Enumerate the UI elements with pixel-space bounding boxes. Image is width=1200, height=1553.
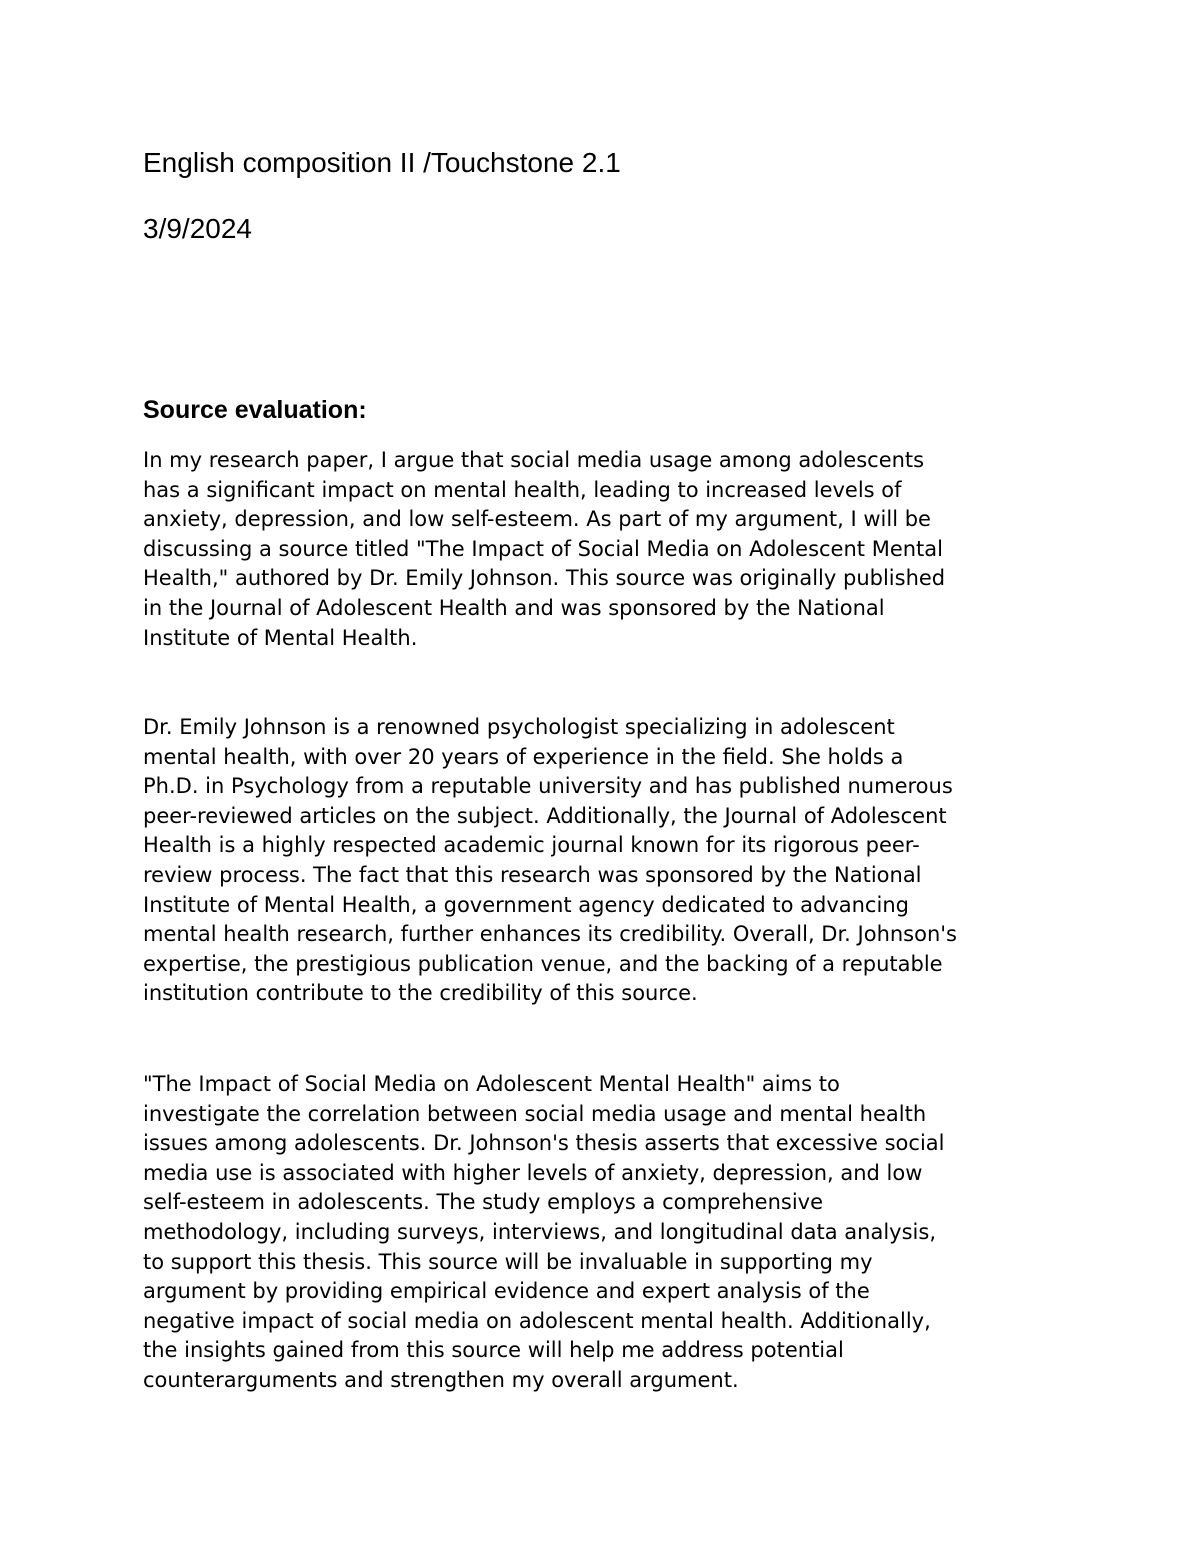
paragraph-line: counterarguments and strengthen my overall argument.: [143, 1367, 739, 1392]
paragraph-line: the insights gained from this source will help me address potential: [143, 1338, 844, 1363]
paragraph-line: review process. The fact that this research was sponsored by the National: [143, 862, 922, 887]
document-date: 3/9/2024: [143, 213, 252, 244]
paragraph-line: in the Journal of Adolescent Health and was sponsored by the National: [143, 595, 885, 620]
paragraph-line: Institute of Mental Health.: [143, 625, 418, 650]
paragraph-line: "The Impact of Social Media on Adolescent Mental Health" aims to: [143, 1072, 840, 1096]
paragraph-line: anxiety, depression, and low self-esteem. As part of my argument, I will be: [143, 507, 931, 532]
paragraph-line: investigate the correlation between social media usage and mental health: [143, 1101, 927, 1126]
paragraph-line: peer-reviewed articles on the subject. Additionally, the Journal of Adolescent: [143, 803, 947, 828]
paragraph-summary: [143, 1070, 1063, 1396]
section-heading: Source evaluation:: [143, 396, 367, 424]
paragraph-line: institution contribute to the credibility of this source.: [143, 981, 698, 1006]
paragraph-line: has a significant impact on mental health, leading to increased levels of: [143, 477, 902, 502]
paragraph-line: self-esteem in adolescents. The study employs a comprehensive: [143, 1190, 824, 1215]
paragraph-line: methodology, including surveys, interviews, and longitudinal data analysis,: [143, 1219, 936, 1244]
paragraph-credibility: [143, 713, 1063, 1009]
paragraph-line: expertise, the prestigious publication venue, and the backing of a reputable: [143, 951, 943, 976]
paragraph-line: negative impact of social media on adolescent mental health. Additionally,: [143, 1308, 931, 1333]
paragraph-line: In my research paper, I argue that social media usage among adolescents: [143, 448, 925, 472]
paragraph-line: to support this thesis. This source will be invaluable in supporting my: [143, 1249, 873, 1274]
document-title: English composition II /Touchstone 2.1: [143, 147, 621, 178]
paragraph-line: discussing a source titled "The Impact of Social Media on Adolescent Mental: [143, 536, 943, 561]
paragraph-line: mental health research, further enhances its credibility. Overall, Dr. Johnson's: [143, 922, 957, 947]
paragraph-line: Health is a highly respected academic journal known for its rigorous peer-: [143, 833, 920, 858]
paragraph-introduction: [143, 446, 1063, 653]
paragraph-line: argument by providing empirical evidence and expert analysis of the: [143, 1279, 870, 1304]
paragraph-line: Institute of Mental Health, a government agency dedicated to advancing: [143, 892, 909, 917]
paragraph-line: Dr. Emily Johnson is a renowned psychologist specializing in adolescent: [143, 715, 895, 739]
paragraph-line: mental health, with over 20 years of experience in the field. She holds a: [143, 744, 904, 769]
paragraph-line: Ph.D. in Psychology from a reputable university and has published numerous: [143, 774, 953, 799]
paragraph-line: media use is associated with higher levels of anxiety, depression, and low: [143, 1160, 923, 1185]
paragraph-line: issues among adolescents. Dr. Johnson's thesis asserts that excessive social: [143, 1131, 945, 1156]
paragraph-line: Health," authored by Dr. Emily Johnson. This source was originally published: [143, 566, 946, 591]
